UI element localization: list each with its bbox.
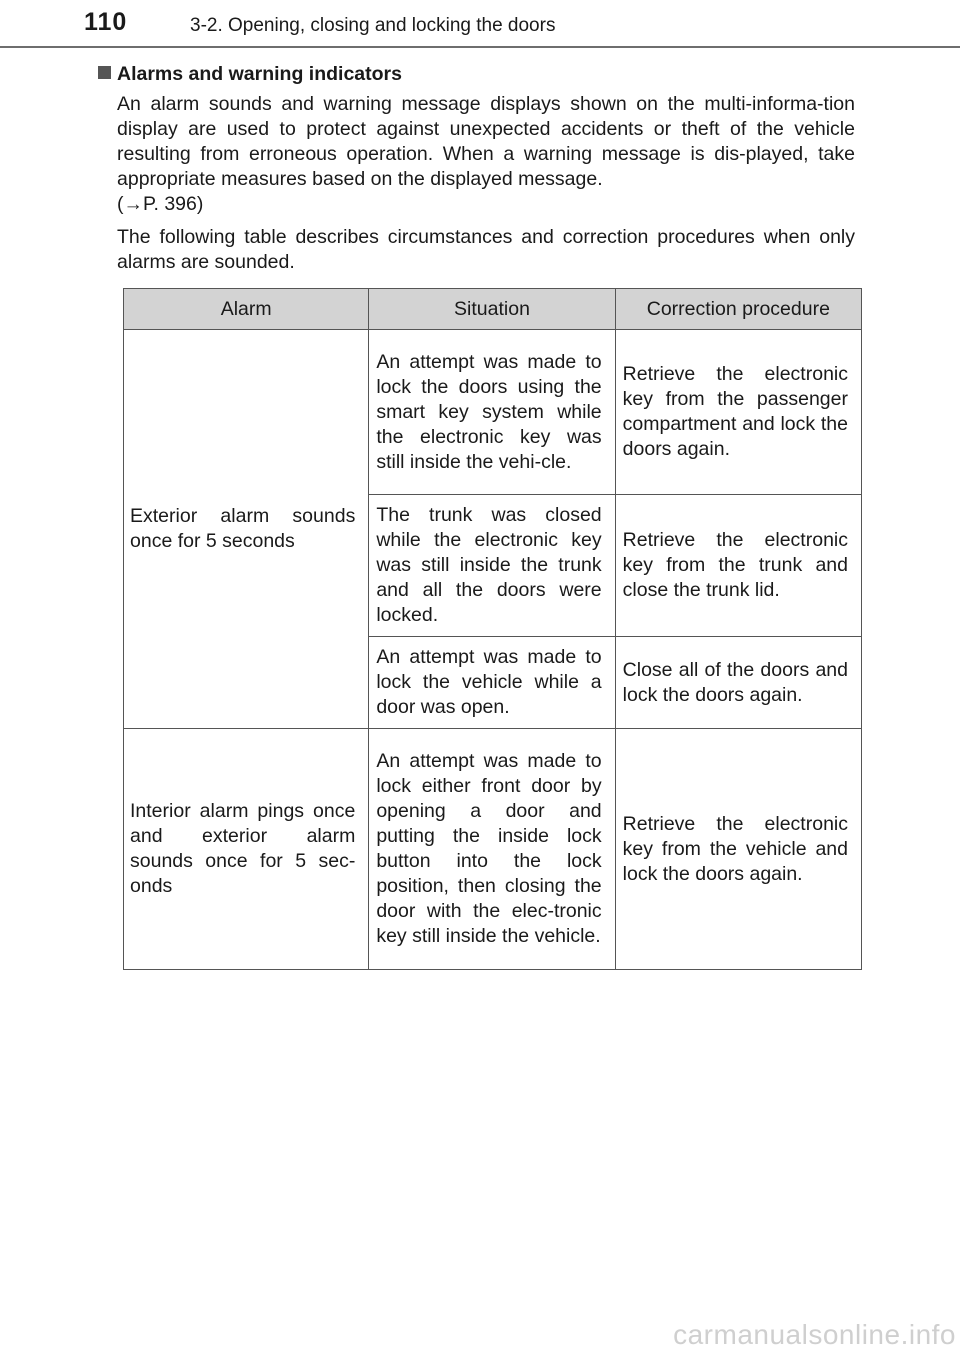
header-divider bbox=[0, 46, 960, 48]
section-heading bbox=[98, 63, 402, 86]
alarm-cell: Exterior alarm sounds once for 5 seconds bbox=[124, 330, 369, 729]
table-header-row bbox=[124, 289, 862, 330]
correction-cell: Retrieve the electronic key from the passenger compartment and lock the doors again. bbox=[615, 330, 861, 495]
correction-cell: Retrieve the electronic key from the vehicle and lock the doors again. bbox=[615, 729, 861, 970]
section-title: 3-2. Opening, closing and locking the doors bbox=[190, 15, 556, 36]
intro-text: An alarm sounds and warning message displays shown on the multi-informa-tion display are used to protect against unexpected accidents or theft of the vehicle resulting from erroneous operation. When a warning message is dis-played, take appropriate measures based on the displayed message. bbox=[117, 93, 855, 190]
alarm-table bbox=[123, 288, 862, 970]
table-row bbox=[124, 729, 862, 970]
watermark-text: carmanualsonline.info bbox=[673, 1319, 956, 1350]
page-header bbox=[0, 0, 960, 50]
header-situation: Situation bbox=[369, 289, 615, 330]
page-reference-link[interactable]: (→P. 396) bbox=[117, 193, 204, 215]
correction-cell: Close all of the doors and lock the doors again. bbox=[615, 637, 861, 729]
table-intro-paragraph: The following table describes circumstances and correction procedures when only alarms are sounded. bbox=[117, 226, 855, 273]
alarm-cell: Interior alarm pings once and exterior alarm sounds once for 5 sec-onds bbox=[124, 729, 369, 970]
header-correction: Correction procedure bbox=[615, 289, 861, 330]
intro-paragraph bbox=[117, 92, 855, 217]
bullet-square-icon bbox=[98, 66, 111, 79]
table-row bbox=[124, 330, 862, 495]
situation-cell: An attempt was made to lock either front door by opening a door and putting the inside lock button into the lock position, then closing the door with the elec-tronic key still inside the vehicle. bbox=[369, 729, 615, 970]
watermark bbox=[0, 1319, 960, 1351]
page-number: 110 bbox=[84, 8, 128, 36]
correction-cell: Retrieve the electronic key from the trunk and close the trunk lid. bbox=[615, 495, 861, 637]
situation-cell: An attempt was made to lock the vehicle while a door was open. bbox=[369, 637, 615, 729]
heading-text: Alarms and warning indicators bbox=[117, 63, 402, 85]
situation-cell: An attempt was made to lock the doors using the smart key system while the electronic key was still inside the vehi-cle. bbox=[369, 330, 615, 495]
situation-cell: The trunk was closed while the electronic key was still inside the trunk and all the doors were locked. bbox=[369, 495, 615, 637]
header-alarm: Alarm bbox=[124, 289, 369, 330]
